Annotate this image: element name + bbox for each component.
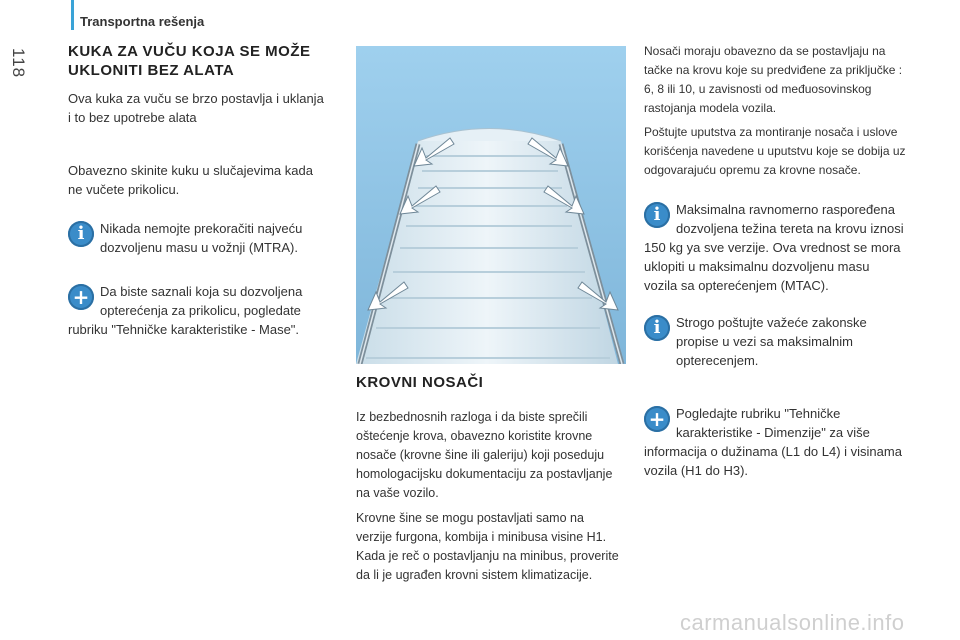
- roof-mounting-paragraph: Nosači moraju obavezno da se postavljaju na tačke na krovu koje su predviđene za priključke : 6, 8 ili 10, u zavisnosti od međuosovinskog rastojanja modela vozila.: [644, 44, 903, 115]
- towbar-info-box: i Nikada nemojte prekoračiti najveću dozvoljenu masu u vožnji (MTRA).: [68, 219, 340, 257]
- middle-column: [356, 373, 628, 585]
- roof-bars-title: KROVNI NOSAČI: [356, 374, 484, 391]
- page-number: 118: [9, 48, 28, 79]
- towbar-paragraph-2: Obavezno skinite kuku u slučajevima kada ne vučete prikolicu.: [68, 163, 313, 197]
- towbar-paragraph-1: Ova kuka za vuču se brzo postavlja i uklanja i to bez upotrebe alata: [68, 91, 324, 125]
- dimensions-plus-box: + Pogledajte rubriku "Tehničke karakteristike - Dimenzije" za više informacija o dužinama (L1 do L4) i visinama vozila (H1 do H3).: [644, 406, 902, 478]
- header-accent-bar: [71, 0, 74, 30]
- roof-load-info-box: i Maksimalna ravnomerno raspoređena dozvoljena težina tereta na krovu iznosi 150 kg ya sve verzije. Ova vrednost se mora uklopiti u maksimalnu dozvoljenu masu vozila sa opterećenjem (MTAC).: [644, 202, 904, 293]
- section-header: Transportna rešenja: [80, 14, 205, 29]
- roof-bars-paragraph-2: Krovne šine se mogu postavljati samo na verzije furgona, kombija i minibusa visine H1. Kada je reč o postavljanju na minibus, proverite da li je ugrađen krovni sistem klimatizacije.: [356, 511, 619, 582]
- left-column: [68, 42, 340, 339]
- right-column: [644, 42, 924, 480]
- legal-info-box: i Strogo poštujte važeće zakonske propise u vezi sa maksimalnim opterecenjem.: [644, 313, 924, 370]
- info-icon: i: [68, 221, 94, 247]
- towbar-plus-box: + Da biste saznali koja su dozvoljena opterećenja za prikolicu, pogledate rubriku "Tehničke karakteristike - Mase".: [68, 284, 303, 337]
- plus-icon: +: [644, 406, 670, 432]
- roof-instructions-paragraph: Poštujte uputstva za montiranje nosača i uslove korišćenja navedene u uputstvu koje se dobija uz odgovarajuću opremu za krovne nosače.: [644, 125, 906, 177]
- towbar-title: KUKA ZA VUČU KOJA SE MOŽE UKLONITI BEZ ALATA: [68, 43, 311, 79]
- info-icon: i: [644, 202, 670, 228]
- info-icon: i: [644, 315, 670, 341]
- roof-rails-illustration: [356, 46, 626, 364]
- roof-bars-paragraph-1: Iz bezbednosnih razloga i da biste sprečili oštećenje krova, obavezno koristite krovne nosače (krovne šine ili galeriju) koji poseduju homologacijsku dokumentaciju za postavljanje na vaše vozilo.: [356, 410, 613, 500]
- watermark: carmanualsonline.info: [680, 610, 905, 635]
- plus-icon: +: [68, 284, 94, 310]
